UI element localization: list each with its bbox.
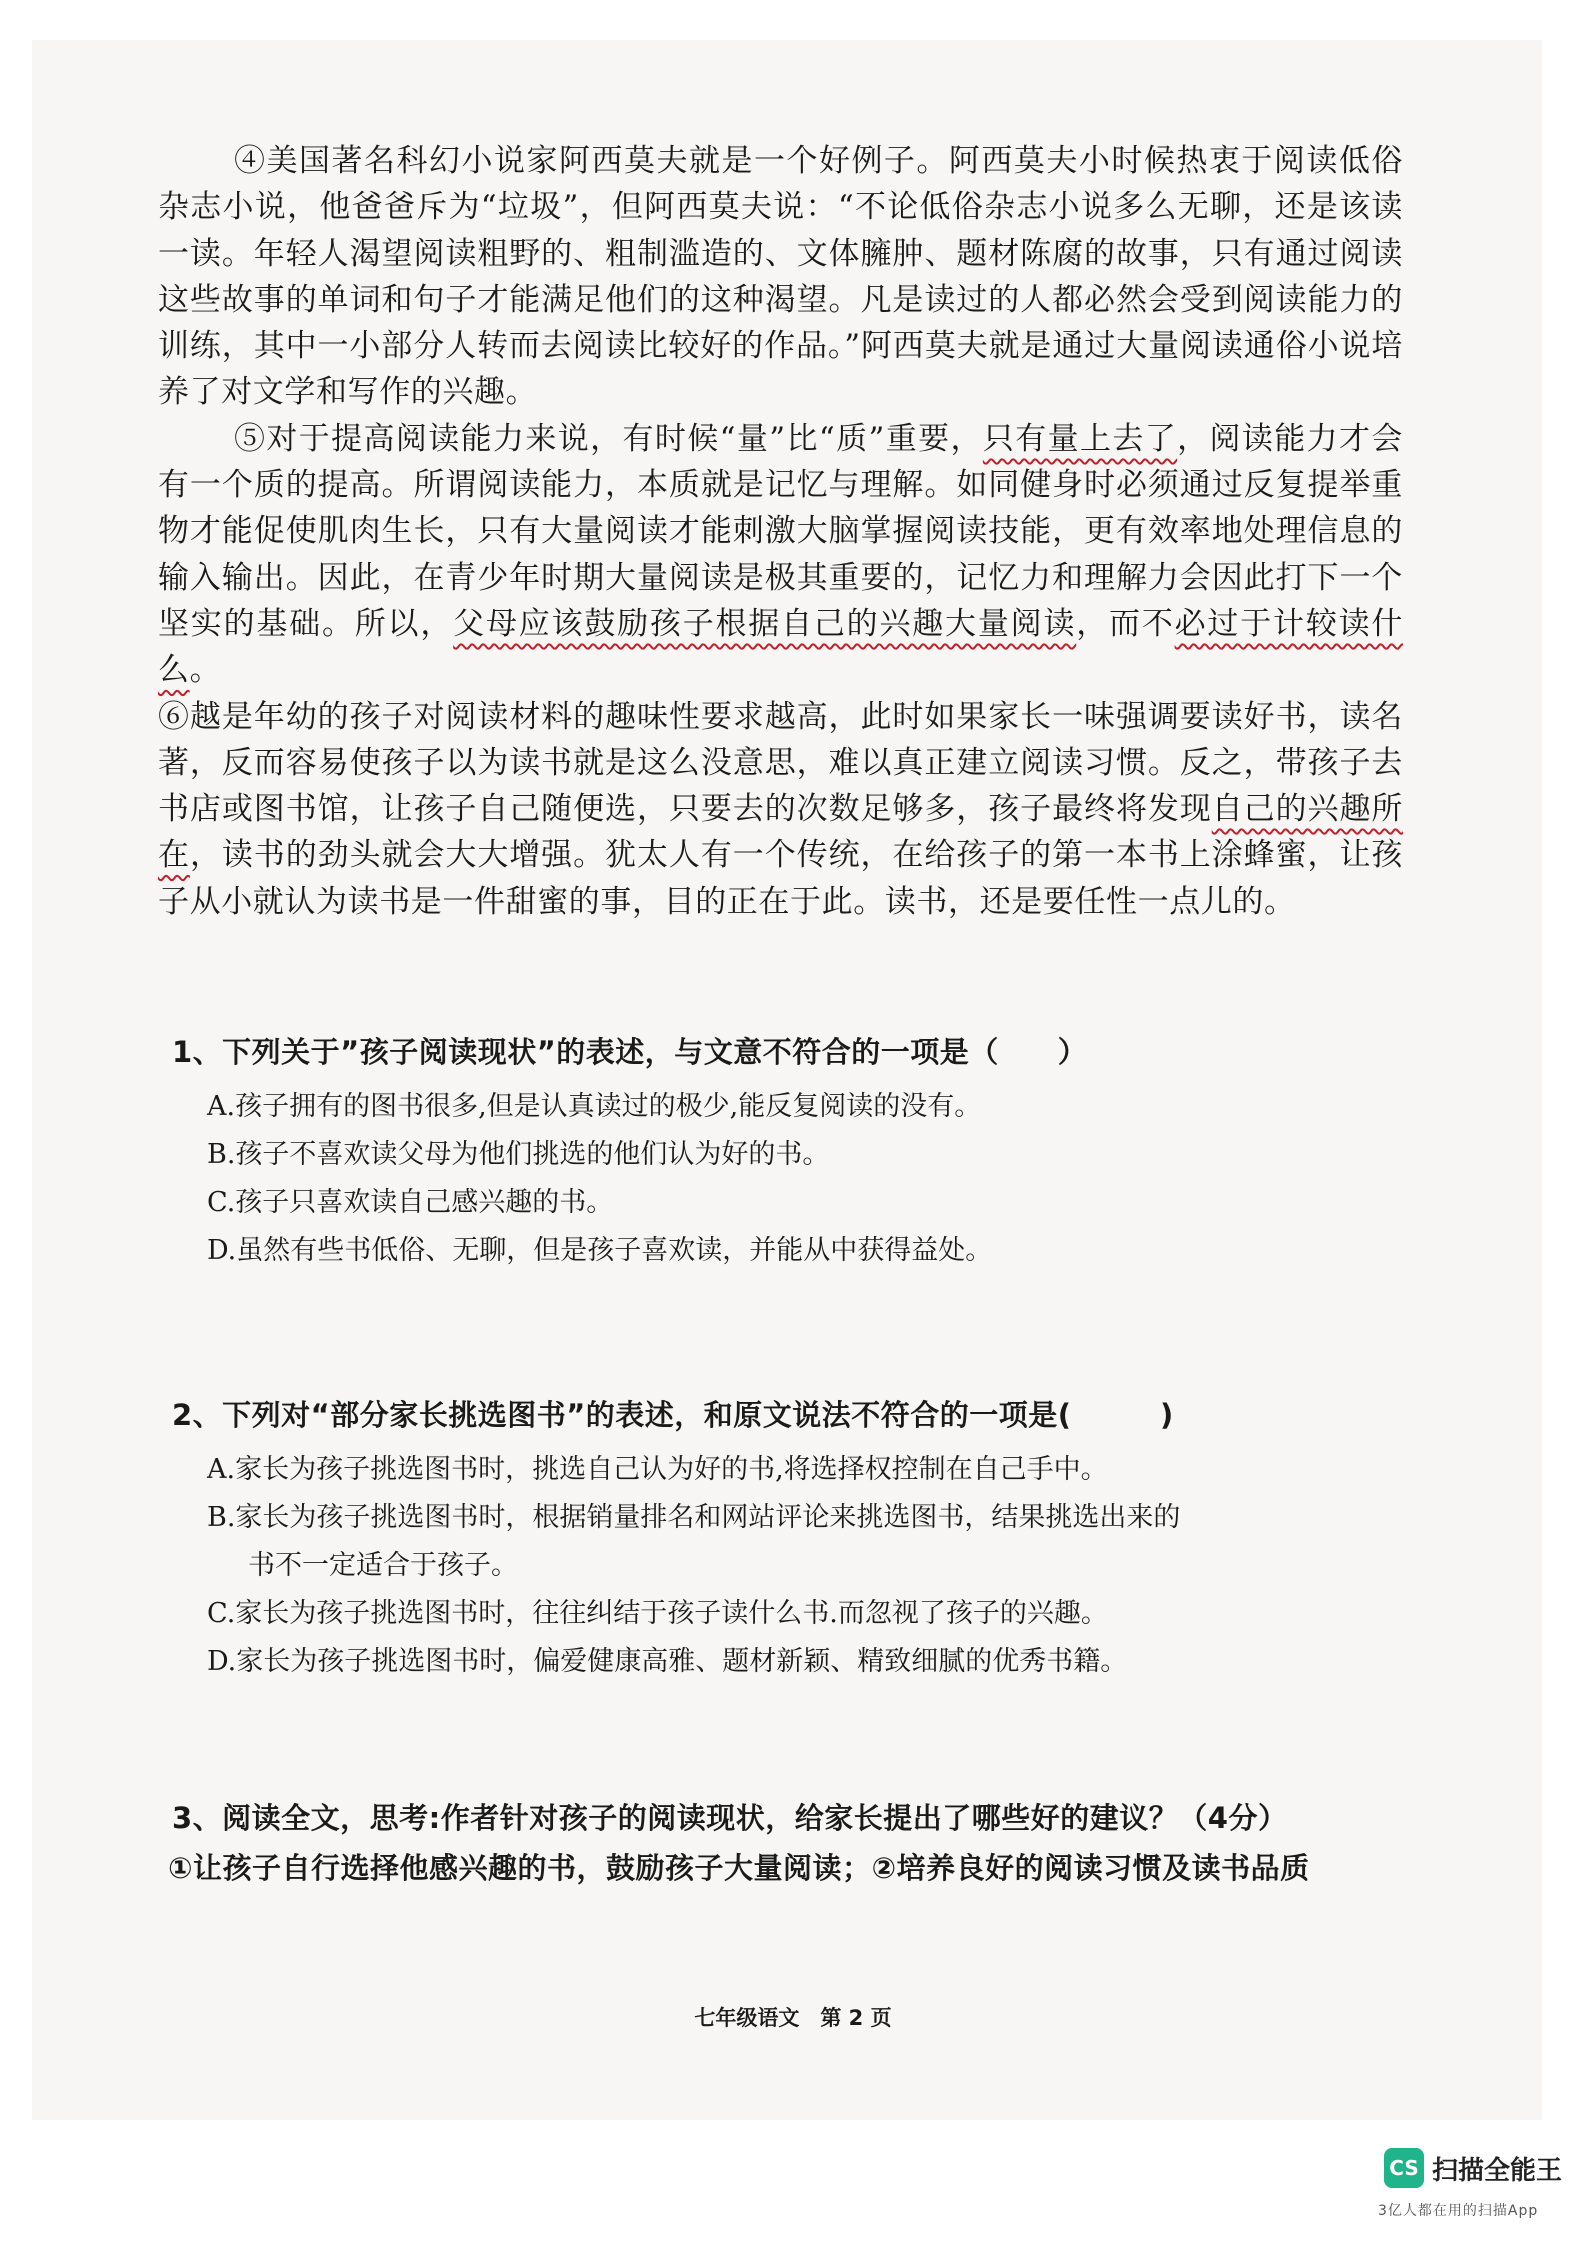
watermark-tagline: 3亿人都在用的扫描App (1378, 2203, 1539, 2219)
question-3 (172, 1796, 1402, 1849)
page-footer: 七年级语文 第 2 页 (694, 2006, 892, 2030)
option-a: A.家长为孩子挑选图书时，挑选自己认为好的书,将选择权控制在自己手中。 (207, 1454, 1108, 1485)
question-title: 3、阅读全文，思考:作者针对孩子的阅读现状，给家长提出了哪些好的建议？（4分） (172, 1801, 1288, 1835)
option-b-continued: 书不一定适合于孩子。 (248, 1550, 518, 1581)
paragraph-6: ⑥越是年幼的孩子对阅读材料的趣味性要求越高，此时如果家长一味强调要读好书，读名著，反而容易使孩子以为读书就是这么没意思，难以真正建立阅读习惯。反之，带孩子去书店或图书馆，让孩子自己随便选，只要去的次数足够多，孩子最终将发现自己的兴趣所在，读书的劲头就会大大增强。犹太人有一个传统，在给孩子的第一本书上涂蜂蜜，让孩子从小就认为读书是一件甜蜜的事，目的正在于此。读书，还是要任性一点儿的。 (158, 698, 1403, 920)
handwritten-answer: ①让孩子自行选择他感兴趣的书，鼓励孩子大量阅读；②培养良好的阅读习惯及读书品质 (168, 1851, 1310, 1885)
handwritten-underline: 自己的兴趣所在 (158, 791, 1403, 874)
handwritten-underline: 父母应该鼓励孩子根据自己的兴趣大量阅读 (453, 605, 1077, 642)
question-title: 1、下列关于”孩子阅读现状”的表述，与文意不符合的一项是（ ） (172, 1035, 1088, 1069)
question-2 (172, 1393, 1402, 1686)
watermark-name: 扫描全能王 (1432, 2155, 1563, 2186)
option-a: A.孩子拥有的图书很多,但是认真读过的极少,能反复阅读的没有。 (207, 1091, 982, 1122)
scanner-watermark (1384, 2148, 1562, 2188)
question-1 (172, 1030, 1402, 1275)
handwritten-underline: 必过于计较读什么 (158, 605, 1404, 689)
camscanner-logo-icon: CS (1384, 2148, 1424, 2188)
reading-passage (158, 138, 1403, 925)
option-b: B.孩子不喜欢读父母为他们挑选的他们认为好的书。 (207, 1139, 830, 1170)
option-d: D.家长为孩子挑选图书时，偏爱健康高雅、题材新颖、精致细腻的优秀书籍。 (207, 1646, 1128, 1677)
paragraph-5: ⑤对于提高阅读能力来说，有时候“量”比“质”重要，只有量上去了，阅读能力才会有一个质的提高。所谓阅读能力，本质就是记忆与理解。如同健身时必须通过反复提举重物才能促使肌肉生长，只有大量阅读才能刺激大脑掌握阅读技能，更有效率地处理信息的输入输出。因此，在青少年时期大量阅读是极其重要的，记忆力和理解力会因此打下一个坚实的基础。所以，父母应该鼓励孩子根据自己的兴趣大量阅读，而不必过于计较读什么。 (158, 420, 1404, 689)
question-title: 2、下列对“部分家长挑选图书”的表述，和原文说法不符合的一项是( ) (172, 1398, 1174, 1432)
handwritten-underline: 只有量上去了 (982, 420, 1178, 457)
option-d: D.虽然有些书低俗、无聊，但是孩子喜欢读，并能从中获得益处。 (207, 1235, 993, 1266)
paragraph-4: ④美国著名科幻小说家阿西莫夫就是一个好例子。阿西莫夫小时候热衷于阅读低俗杂志小说，他爸爸斥为“垃圾”，但阿西莫夫说：“不论低俗杂志小说多么无聊，还是该读一读。年轻人渴望阅读粗野的、粗制滥造的、文体臃肿、题材陈腐的故事，只有通过阅读这些故事的单词和句子才能满足他们的这种渴望。凡是读过的人都必然会受到阅读能力的训练，其中一小部分人转而去阅读比较好的作品。”阿西莫夫就是通过大量阅读通俗小说培养了对文学和写作的兴趣。 (158, 143, 1403, 411)
option-c: C.家长为孩子挑选图书时，往往纠结于孩子读什么书.而忽视了孩子的兴趣。 (207, 1598, 1108, 1629)
option-c: C.孩子只喜欢读自己感兴趣的书。 (207, 1187, 614, 1218)
option-b: B.家长为孩子挑选图书时，根据销量排名和网站评论来挑选图书，结果挑选出来的 (207, 1502, 1181, 1533)
